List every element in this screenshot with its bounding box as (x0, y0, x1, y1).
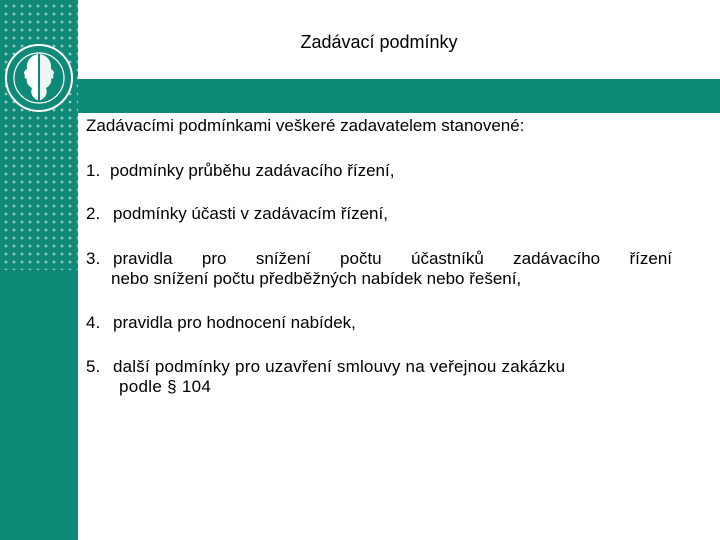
list-item-text-continuation: podle § 104 (119, 377, 212, 396)
list-item-number: 5. (86, 357, 101, 376)
intro-text: Zadávacími podmínkami veškeré zadavatelem stanovené: (86, 116, 525, 135)
list-item (86, 313, 356, 333)
sidebar (0, 0, 78, 540)
list-item-number: 3. (86, 249, 101, 268)
header-band (78, 79, 720, 113)
list-item-text: pravidla pro snížení počtu účastníků zadávacího řízení (113, 249, 672, 268)
list-item-text: podmínky průběhu zadávacího řízení, (110, 161, 395, 180)
list-item-text: pravidla pro hodnocení nabídek, (113, 313, 356, 332)
list-item-text: podmínky účasti v zadávacím řízení, (113, 204, 388, 223)
list-item-number: 1. (86, 161, 101, 180)
list-item-text-continuation: nebo snížení počtu předběžných nabídek nebo řešení, (111, 269, 522, 288)
list-item (86, 357, 565, 397)
list-item (86, 161, 394, 181)
list-item (86, 249, 672, 289)
slide-title: Zadávací podmínky (300, 32, 458, 52)
university-seal-icon (2, 40, 76, 120)
list-item-text: další podmínky pro uzavření smlouvy na veřejnou zakázku (113, 357, 566, 376)
list-item-number: 4. (86, 313, 101, 332)
list-item (86, 204, 388, 224)
list-item-number: 2. (86, 204, 101, 223)
